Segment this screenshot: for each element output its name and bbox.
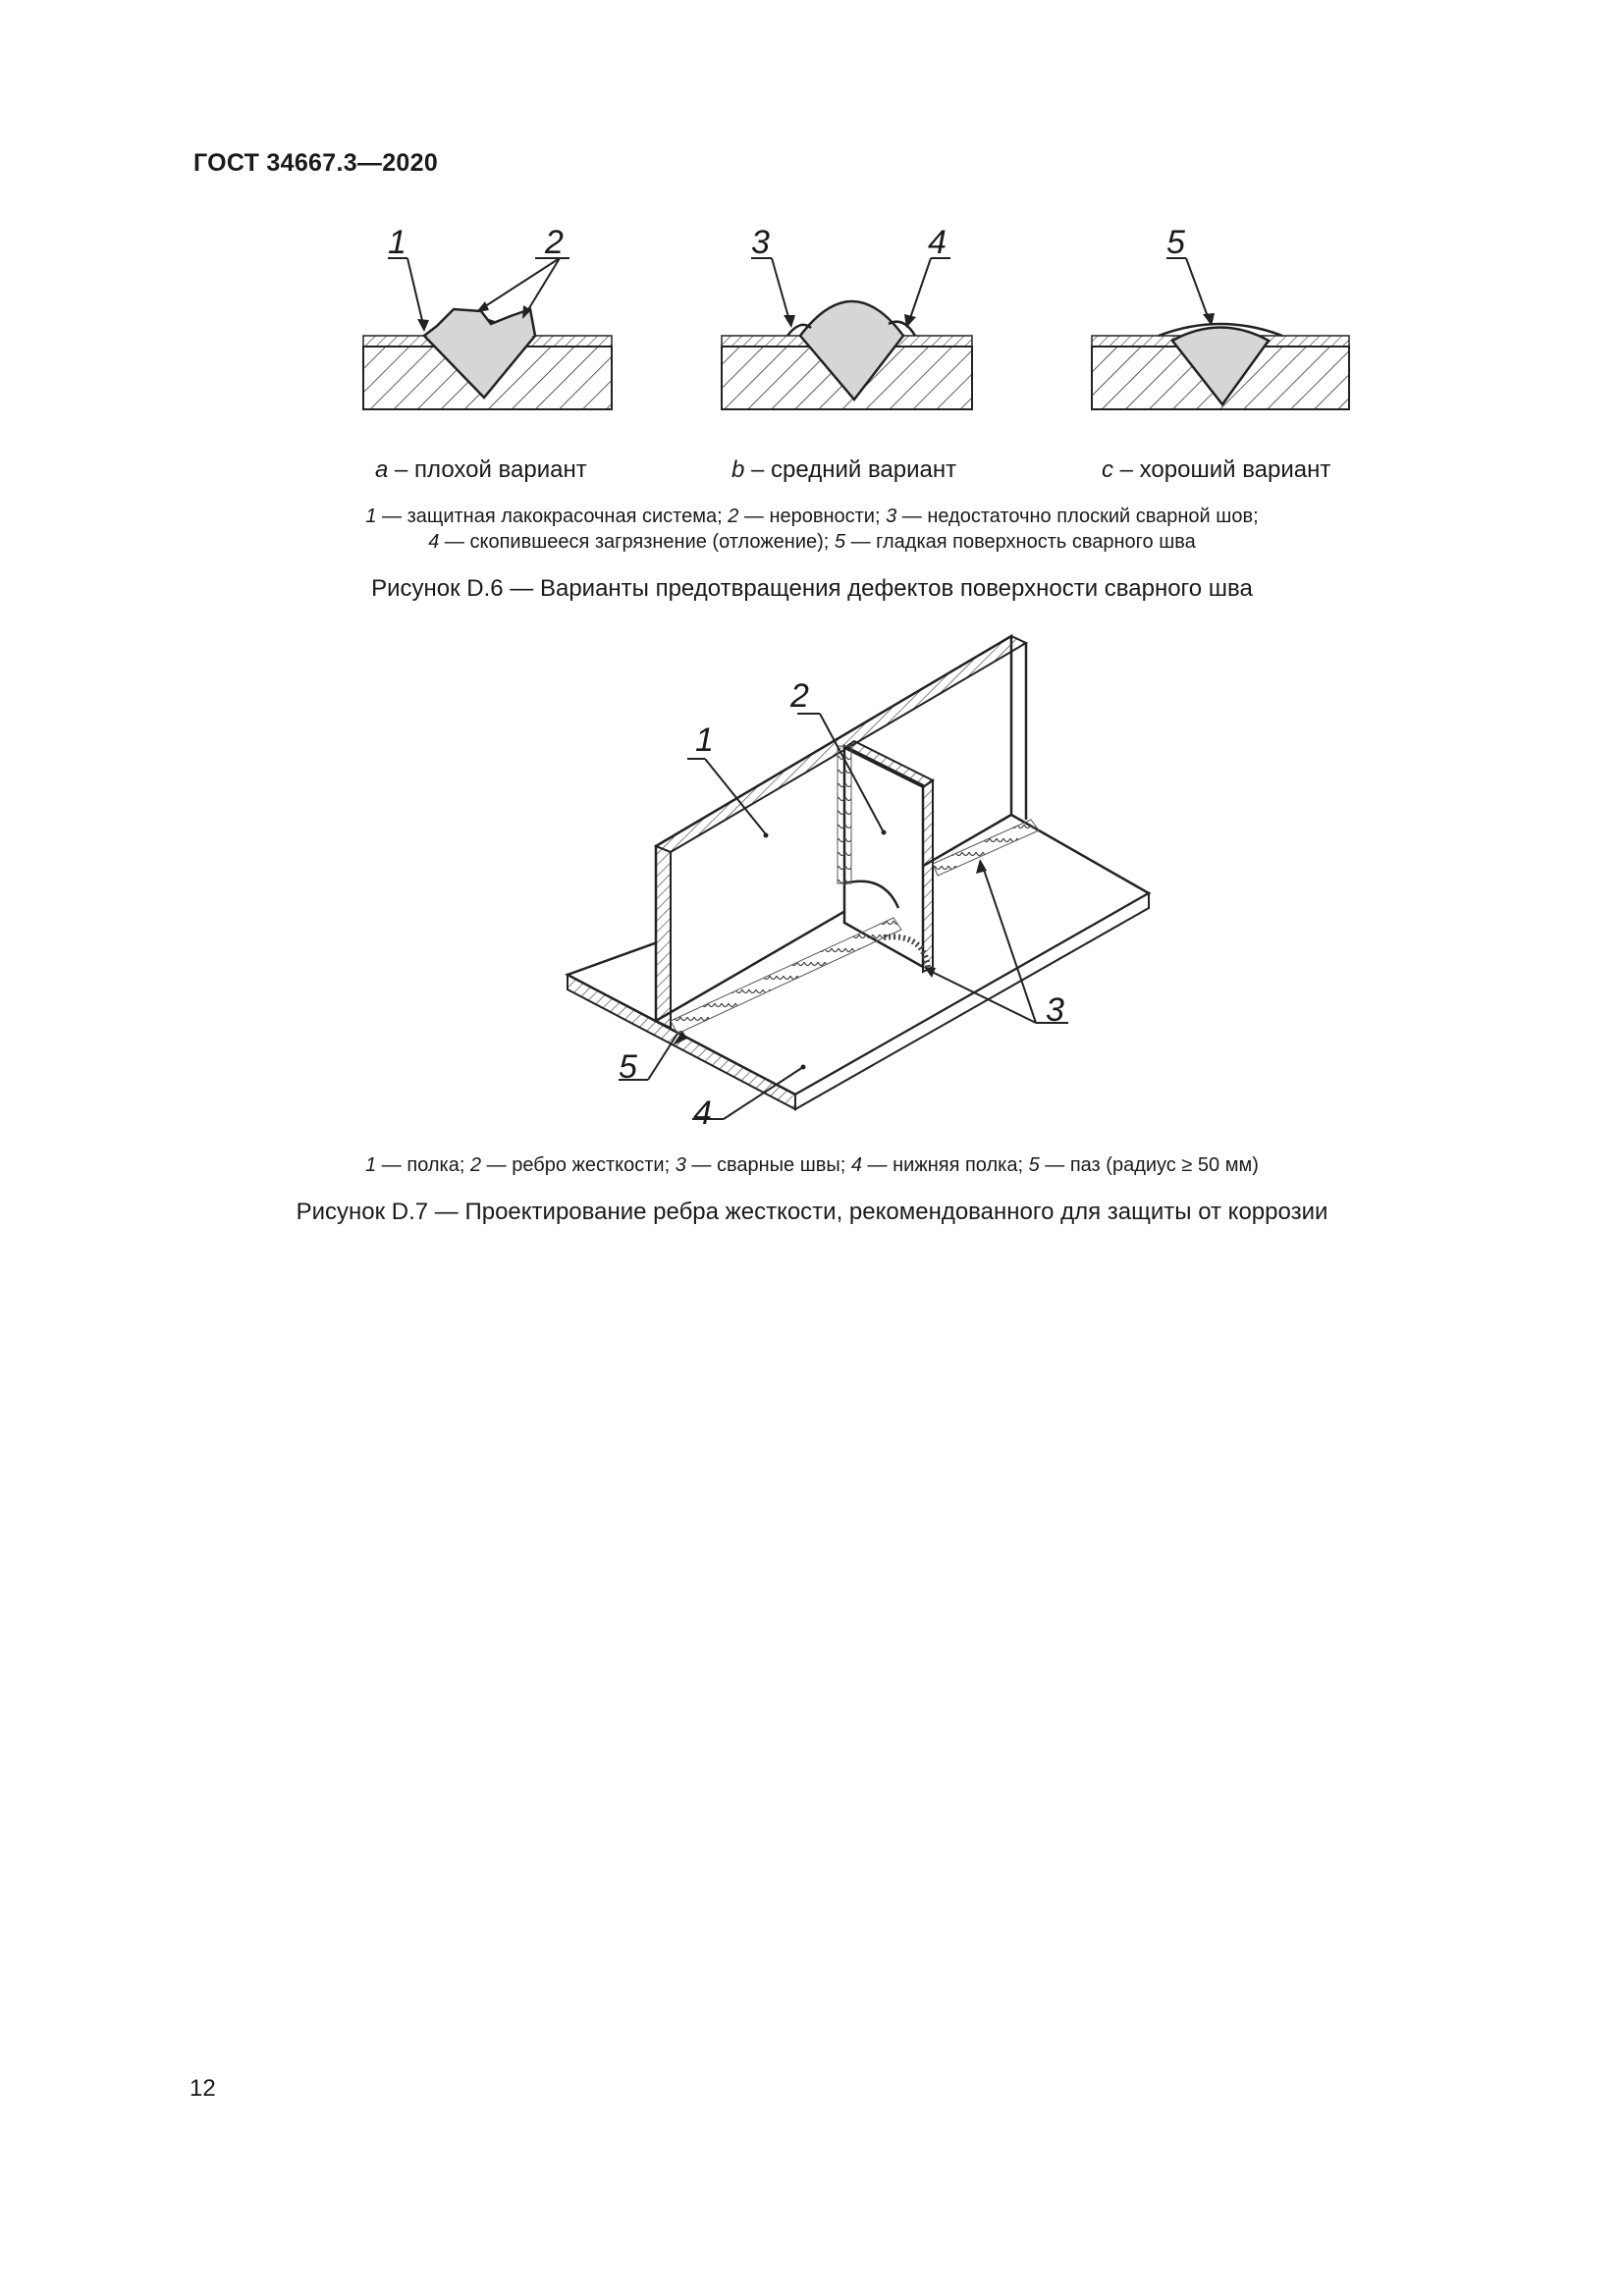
variant-c-label: c – хороший вариант	[1102, 456, 1331, 483]
figure-d6-legend-line-2: 4 — скопившееся загрязнение (отложение); 5 — гладкая поверхность сварного шва	[428, 531, 1196, 553]
label-5: 5	[1166, 224, 1185, 261]
label-2: 2	[790, 677, 809, 715]
figure-d6-legend-line-1: 1 — защитная лакокрасочная система; 2 — неровности; 3 — недостаточно плоский сварной шов;	[365, 506, 1259, 527]
figure-d7-legend: 1 — полка; 2 — ребро жесткости; 3 — сварные швы; 4 — нижняя полка; 5 — паз (радиус ≥ 50 мм)	[365, 1154, 1259, 1176]
label-5: 5	[619, 1048, 637, 1086]
label-1: 1	[388, 224, 406, 261]
figure-d6-caption: Рисунок D.6 — Варианты предотвращения дефектов поверхности сварного шва	[371, 575, 1253, 602]
label-3: 3	[1046, 991, 1064, 1029]
document-code: ГОСТ 34667.3—2020	[193, 149, 439, 177]
page-number: 12	[189, 2075, 216, 2102]
label-2: 2	[545, 224, 564, 261]
variant-b-label: b – средний вариант	[731, 456, 957, 483]
label-1: 1	[695, 721, 714, 759]
figure-d7-caption: Рисунок D.7 — Проектирование ребра жесткости, рекомендованного для защиты от коррозии	[296, 1199, 1328, 1225]
label-3: 3	[751, 224, 770, 261]
label-4: 4	[693, 1095, 712, 1132]
variant-a-label: a – плохой вариант	[375, 456, 587, 483]
label-4: 4	[928, 224, 947, 261]
